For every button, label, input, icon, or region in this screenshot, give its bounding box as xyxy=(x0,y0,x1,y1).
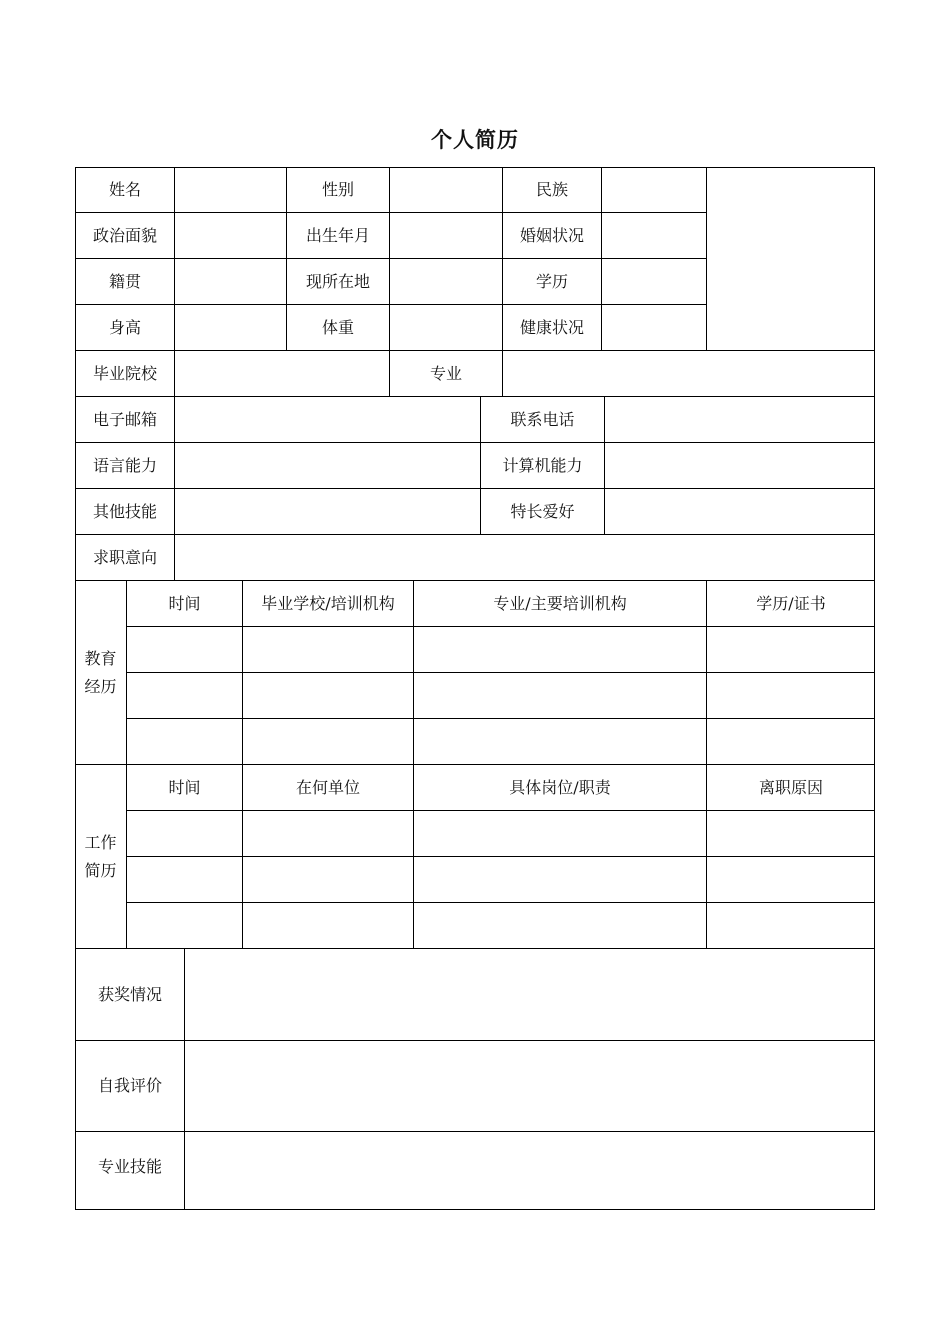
professional-skills-field[interactable] xyxy=(185,1132,875,1209)
education-cell[interactable] xyxy=(414,719,706,765)
work-section-label xyxy=(75,765,126,949)
height-field[interactable] xyxy=(175,305,286,351)
phone-field[interactable] xyxy=(605,397,875,443)
work-cell[interactable] xyxy=(414,811,706,857)
work-cell[interactable] xyxy=(243,857,413,903)
professional-skills-label: 专业技能 xyxy=(97,1157,162,1176)
email-field[interactable] xyxy=(175,397,480,443)
education-cell[interactable] xyxy=(414,673,706,719)
work-cell[interactable] xyxy=(414,903,706,949)
health-field[interactable] xyxy=(602,305,706,351)
intention-label: 求职意向 xyxy=(92,548,157,567)
education-cell[interactable] xyxy=(707,627,875,673)
major-field[interactable] xyxy=(503,351,875,397)
language-label: 语言能力 xyxy=(92,456,157,475)
marital-label: 婚姻状况 xyxy=(519,226,584,245)
education-cell[interactable] xyxy=(707,719,875,765)
education-cell[interactable] xyxy=(707,673,875,719)
education-label-line1: 教育 xyxy=(84,649,117,668)
birth-label: 出生年月 xyxy=(305,226,370,245)
height-label: 身高 xyxy=(108,318,141,337)
other-skills-label: 其他技能 xyxy=(92,502,157,521)
work-header-leave-reason: 离职原因 xyxy=(758,778,823,797)
education-section-label xyxy=(75,581,126,765)
political-field[interactable] xyxy=(175,213,286,259)
major-label: 专业 xyxy=(429,364,462,383)
ethnicity-field[interactable] xyxy=(602,167,706,213)
work-cell[interactable] xyxy=(414,857,706,903)
work-label-line1: 工作 xyxy=(84,833,117,852)
phone-label: 联系电话 xyxy=(510,410,575,429)
education-cell[interactable] xyxy=(243,673,413,719)
work-cell[interactable] xyxy=(127,811,242,857)
native-place-field[interactable] xyxy=(175,259,286,305)
marital-field[interactable] xyxy=(602,213,706,259)
degree-label: 学历 xyxy=(535,272,568,291)
education-label-line2: 经历 xyxy=(84,677,117,696)
school-field[interactable] xyxy=(175,351,389,397)
self-evaluation-label: 自我评价 xyxy=(97,1076,162,1095)
work-header-time: 时间 xyxy=(168,778,201,797)
weight-field[interactable] xyxy=(390,305,502,351)
awards-field[interactable] xyxy=(185,949,875,1040)
gender-field[interactable] xyxy=(390,167,502,213)
hobbies-label: 特长爱好 xyxy=(510,502,575,521)
political-label: 政治面貌 xyxy=(92,226,157,245)
language-field[interactable] xyxy=(175,443,480,489)
education-header-major: 专业/主要培训机构 xyxy=(493,594,627,613)
education-header-certificate: 学历/证书 xyxy=(756,594,826,613)
self-evaluation-field[interactable] xyxy=(185,1041,875,1131)
work-cell[interactable] xyxy=(707,903,875,949)
weight-label: 体重 xyxy=(321,318,354,337)
education-cell[interactable] xyxy=(127,673,242,719)
education-cell[interactable] xyxy=(127,627,242,673)
work-label-line2: 简历 xyxy=(84,861,117,880)
gender-label: 性别 xyxy=(321,180,354,199)
location-label: 现所在地 xyxy=(305,272,370,291)
hobbies-field[interactable] xyxy=(605,489,875,535)
email-label: 电子邮箱 xyxy=(92,410,157,429)
intention-field[interactable] xyxy=(175,535,875,581)
page-title: 个人简历 xyxy=(431,128,519,152)
work-cell[interactable] xyxy=(127,903,242,949)
name-field[interactable] xyxy=(175,167,286,213)
degree-field[interactable] xyxy=(602,259,706,305)
ethnicity-label: 民族 xyxy=(535,180,568,199)
photo-area[interactable] xyxy=(707,167,875,351)
education-cell[interactable] xyxy=(127,719,242,765)
awards-label: 获奖情况 xyxy=(97,984,162,1004)
education-cell[interactable] xyxy=(243,627,413,673)
health-label: 健康状况 xyxy=(519,318,584,337)
location-field[interactable] xyxy=(390,259,502,305)
education-header-school: 毕业学校/培训机构 xyxy=(261,594,395,613)
education-header-time: 时间 xyxy=(168,594,201,613)
work-cell[interactable] xyxy=(127,857,242,903)
education-cell[interactable] xyxy=(414,627,706,673)
work-header-employer: 在何单位 xyxy=(295,778,360,797)
computer-field[interactable] xyxy=(605,443,875,489)
work-header-position: 具体岗位/职责 xyxy=(509,778,611,797)
computer-label: 计算机能力 xyxy=(502,456,583,475)
work-cell[interactable] xyxy=(243,903,413,949)
native-place-label: 籍贯 xyxy=(108,272,141,291)
work-cell[interactable] xyxy=(707,857,875,903)
birth-field[interactable] xyxy=(390,213,502,259)
work-cell[interactable] xyxy=(707,811,875,857)
school-label: 毕业院校 xyxy=(92,364,157,383)
name-label: 姓名 xyxy=(108,180,141,199)
work-cell[interactable] xyxy=(243,811,413,857)
other-skills-field[interactable] xyxy=(175,489,480,535)
education-cell[interactable] xyxy=(243,719,413,765)
